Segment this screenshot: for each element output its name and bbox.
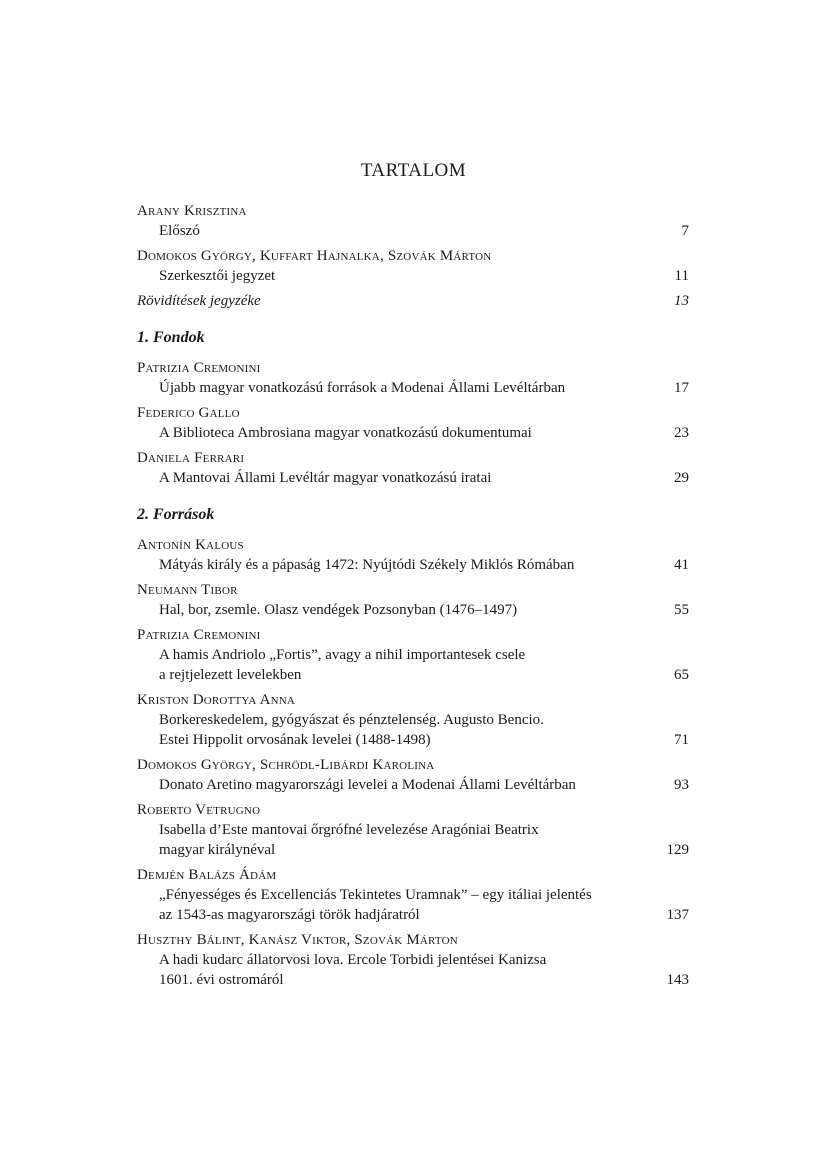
entry-title-line: Estei Hippolit orvosának levelei (1488-1498) <box>159 732 431 748</box>
entry-title-line: Rövidítések jegyzéke <box>137 293 261 309</box>
entry-page-number: 29 <box>674 470 689 486</box>
entry-author: Roberto Vetrugno <box>137 802 261 818</box>
entry-title-line: Isabella d’Este mantovai őrgrófné levelezése Aragóniai Beatrix <box>159 822 539 838</box>
entry-title-line: a rejtjelezett levelekben <box>159 667 302 683</box>
entry-author: Neumann Tibor <box>137 582 238 598</box>
toc-entry[interactable] <box>137 403 689 443</box>
entry-title-row <box>137 423 689 443</box>
entry-title <box>159 645 525 685</box>
entry-title-line: A hamis Andriolo „Fortis”, avagy a nihil importantesek csele <box>159 647 526 663</box>
sections <box>137 328 689 990</box>
toc-entry[interactable] <box>137 201 689 241</box>
entry-page-number: 23 <box>674 425 689 441</box>
toc-entry[interactable] <box>137 690 689 750</box>
entry-title <box>159 266 275 286</box>
entry-title-row <box>137 468 689 488</box>
toc-entry[interactable] <box>137 865 689 925</box>
section-heading: 2. Források <box>137 506 215 523</box>
entry-title-line: az 1543-as magyarországi török hadjáratról <box>159 907 420 923</box>
toc-entry[interactable] <box>137 448 689 488</box>
entry-title-line: A Mantovai Állami Levéltár magyar vonatkozású iratai <box>159 470 492 486</box>
entry-author: Domokos György, Schrödl-Libárdi Karolina <box>137 757 435 773</box>
entry-title-line: Hal, bor, zsemle. Olasz vendégek Pozsonyban (1476–1497) <box>159 602 518 618</box>
entry-title <box>159 600 517 620</box>
entry-author: Federico Gallo <box>137 405 240 421</box>
entry-page-number: 11 <box>674 268 689 284</box>
entry-title <box>159 950 546 990</box>
entry-title-row <box>137 555 689 575</box>
entry-title-line: A Biblioteca Ambrosiana magyar vonatkozású dokumentumai <box>159 425 532 441</box>
entry-title-row <box>137 710 689 750</box>
entry-page-number: 143 <box>666 972 689 988</box>
toc-entry[interactable] <box>137 580 689 620</box>
entry-title-row <box>137 291 689 311</box>
entry-page-number: 17 <box>674 380 689 396</box>
entry-title-line: Donato Aretino magyarországi levelei a Modenai Állami Levéltárban <box>159 777 576 793</box>
toc-entry[interactable] <box>137 625 689 685</box>
entry-page-number: 13 <box>674 293 689 309</box>
toc-entry[interactable] <box>137 291 689 311</box>
entry-author: Domokos György, Kuffart Hajnalka, Szovák Márton <box>137 248 492 264</box>
entry-title-line: A hadi kudarc állatorvosi lova. Ercole Torbidi jelentései Kanizsa <box>159 952 547 968</box>
entry-title <box>137 291 261 311</box>
entry-page-number: 55 <box>674 602 689 618</box>
toc-entry[interactable] <box>137 800 689 860</box>
toc-entry[interactable] <box>137 755 689 795</box>
section-heading: 1. Fondok <box>137 329 205 346</box>
entry-page-number: 71 <box>674 732 689 748</box>
entry-title-line: Szerkesztői jegyzet <box>159 268 276 284</box>
entry-title-row <box>137 775 689 795</box>
entry-page-number: 93 <box>674 777 689 793</box>
entry-title <box>159 885 592 925</box>
entry-author: Patrizia Cremonini <box>137 627 261 643</box>
entry-title-line: magyar királynéval <box>159 842 276 858</box>
entry-title-row <box>137 885 689 925</box>
entry-title <box>159 468 491 488</box>
entry-title-row <box>137 645 689 685</box>
table-of-contents <box>137 201 689 995</box>
entry-page-number: 41 <box>674 557 689 573</box>
entry-title <box>159 710 544 750</box>
entry-title <box>159 423 532 443</box>
entry-page-number: 7 <box>681 223 689 239</box>
entry-page-number: 129 <box>666 842 689 858</box>
entry-title <box>159 221 200 241</box>
entry-author: Arany Krisztina <box>137 203 247 219</box>
entry-title-line: Mátyás király és a pápaság 1472: Nyújtódi Székely Miklós Rómában <box>159 557 575 573</box>
entry-title <box>159 555 574 575</box>
entry-title-line: 1601. évi ostromáról <box>159 972 284 988</box>
toc-entry[interactable] <box>137 535 689 575</box>
entry-title <box>159 775 576 795</box>
toc-entry[interactable] <box>137 246 689 286</box>
toc-entry[interactable] <box>137 930 689 990</box>
entry-title-line: Előszó <box>159 223 200 239</box>
entry-author: Daniela Ferrari <box>137 450 245 466</box>
page-title: TARTALOM <box>360 160 467 181</box>
entry-title-row <box>137 820 689 860</box>
intro-entries <box>137 201 689 311</box>
entry-title-row <box>137 378 689 398</box>
entry-author: Huszthy Bálint, Kanász Viktor, Szovák Márton <box>137 932 458 948</box>
entry-author: Antonín Kalous <box>137 537 244 553</box>
entry-page-number: 137 <box>666 907 689 923</box>
entry-author: Demjén Balázs Ádám <box>137 867 277 883</box>
entry-title-line: „Fényességes és Excellenciás Tekintetes Uramnak” – egy itáliai jelentés <box>159 887 592 903</box>
entry-title-line: Borkereskedelem, gyógyászat és pénztelenség. Augusto Bencio. <box>159 712 544 728</box>
entry-author: Patrizia Cremonini <box>137 360 261 376</box>
entry-title-row <box>137 221 689 241</box>
entry-title-line: Újabb magyar vonatkozású források a Modenai Állami Levéltárban <box>159 380 566 396</box>
toc-entry[interactable] <box>137 358 689 398</box>
entry-title-row <box>137 950 689 990</box>
entry-title <box>159 820 539 860</box>
entry-page-number: 65 <box>674 667 689 683</box>
entry-title-row <box>137 266 689 286</box>
entry-title <box>159 378 565 398</box>
entry-author: Kriston Dorottya Anna <box>137 692 296 708</box>
entry-title-row <box>137 600 689 620</box>
